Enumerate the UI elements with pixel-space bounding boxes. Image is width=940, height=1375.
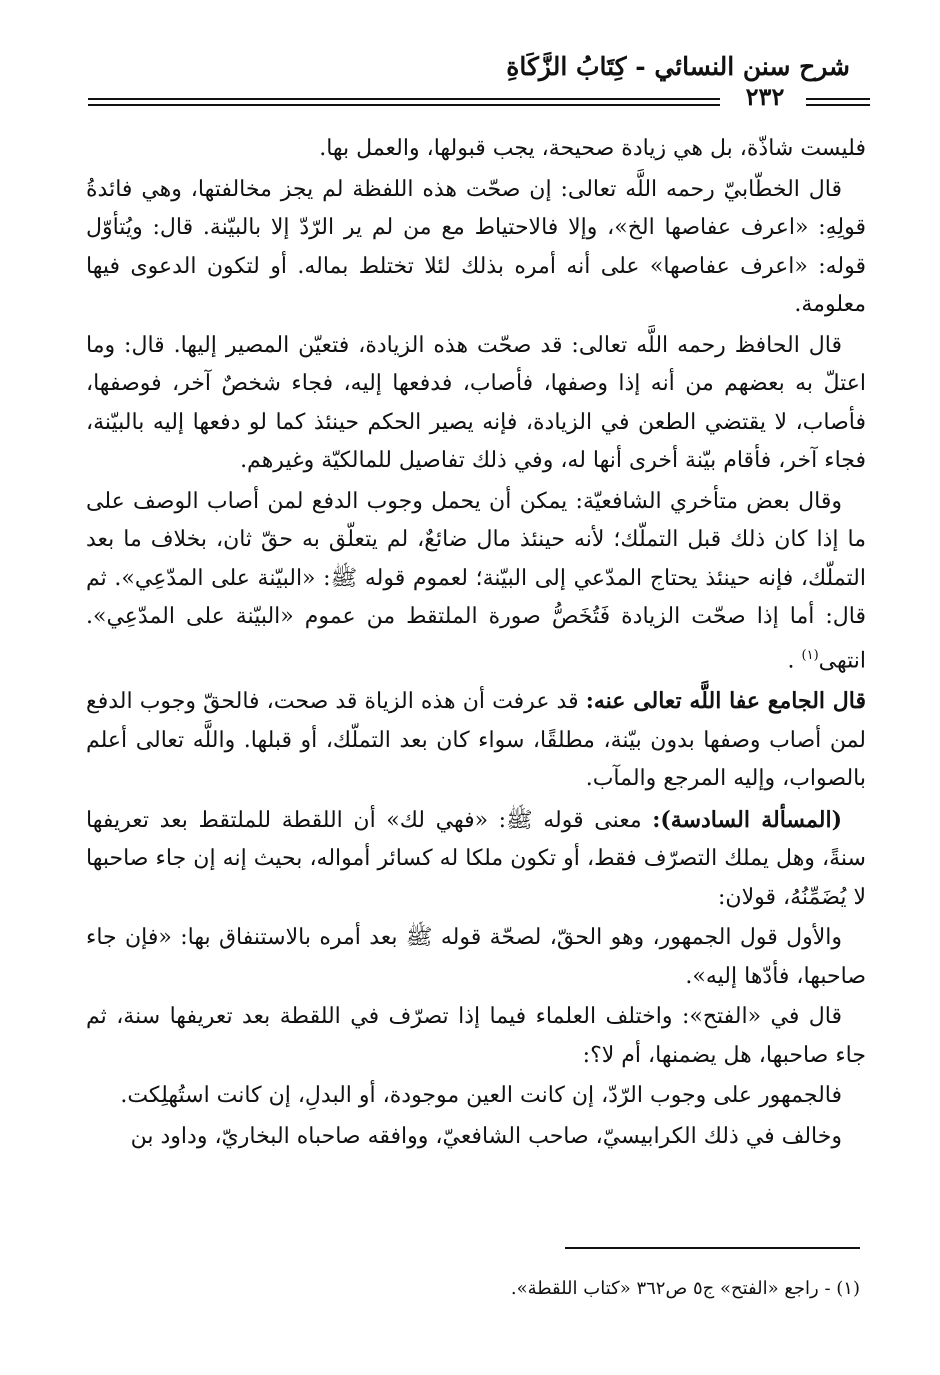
paragraph-6-text: معنى قوله ﷺ: «فهي لك» أن اللقطة للملتقط بعد تعريفها سنةً، وهل يملك التصرّف فقط، أو تكون ملكا له كسائر أمواله، بحيث إنه إن جاء صاحبها لا يُضَمِّنُهُ، قولان: xyxy=(86,807,866,910)
paragraph-4: وقال بعض متأخري الشافعيّة: يمكن أن يحمل وجوب الدفع لمن أصاب الوصف على ما إذا كان ذلك قبل التملّك؛ لأنه حينئذ مال ضائعٌ، لم يتعلّق به حقّ ثان، بخلاف ما بعد التملّك، فإنه حينئذ يحتاج المدّعي إلى البيّنة؛ لعموم قوله ﷺ: «البيّنة على المدّعِي». ثم قال: أما إذا صحّت الزيادة فَتُخَصُّ صورة الملتقط من عموم «البيّنة على المدّعِي». انتهى$^{(١)}$ . xyxy=(86,488,866,673)
body-text xyxy=(86,130,866,1158)
paragraph-5-text: قد عرفت أن هذه الزياة قد صحت، فالحقّ وجوب الدفع لمن أصاب وصفها بدون بيّنة، مطلقًا، سواء كان بعد التملّك، أو قبلها. واللَّه تعالى أعلم بالصواب، وإليه المرجع والمآب. xyxy=(86,689,866,792)
header-rule-right xyxy=(806,98,870,100)
paragraph-4-text: وقال بعض متأخري الشافعيّة: يمكن أن يحمل وجوب الدفع لمن أصاب الوصف على ما إذا كان ذلك قبل التملّك؛ لأنه حينئذ مال ضائعٌ، لم يتعلّق به حقّ ثان، بخلاف ما بعد التملّك، فإنه حينئذ يحتاج المدّعي إلى البيّنة؛ لعموم قوله ﷺ: «البيّنة على المدّعِي». ثم قال: أما إذا صحّت الزيادة فَتُخَصُّ صورة الملتقط من عموم «البيّنة على المدّعِي». انتهى xyxy=(86,488,866,673)
paragraph-5-lead: قال الجامع عفا اللَّه تعالى عنه: xyxy=(585,688,866,715)
paragraph-6 xyxy=(86,801,866,918)
header-rule-double xyxy=(88,104,720,106)
section-heading: (المسألة السادسة): xyxy=(652,806,842,833)
paragraph-1: فليست شاذّة، بل هي زيادة صحيحة، يجب قبولها، والعمل بها. xyxy=(319,136,866,161)
paragraph-5 xyxy=(86,682,866,799)
header-title: شرح سنن النسائي - كِتَابُ الزَّكَاةِ xyxy=(506,52,850,81)
header-rule-right-double xyxy=(806,104,870,106)
footnote: (١) - راجع «الفتح» ج٥ ص٣٦٢ «كتاب اللقطة». xyxy=(510,1278,860,1299)
paragraph-9: فالجمهور على وجوب الرّدّ، إن كانت العين موجودة، أو البدلِ، إن كانت استُهلِكت. xyxy=(120,1083,842,1109)
paragraph-2: قال الخطّابيّ رحمه اللَّه تعالى: إن صحّت هذه اللفظة لم يجز مخالفتها، وهي فائدةُ قولِهِ: «اعرف عفاصها الخ»، وإلا فالاحتياط مع من لم ير الرّدّ إلا بالبيّنة. قال: ويُتأوّل قوله: «اعرف عفاصها» على أنه أمره بذلك لئلا تختلط بماله. أو لتكون الدعوى فيها معلومة. xyxy=(86,176,866,317)
paragraph-10: وخالف في ذلك الكرابيسيّ، صاحب الشافعيّ، ووافقه صاحباه البخاريّ، وداود بن xyxy=(130,1123,842,1149)
paragraph-3: قال الحافظ رحمه اللَّه تعالى: قد صحّت هذه الزيادة، فتعيّن المصير إليها. قال: وما اعتلّ به بعضهم من أنه إذا وصفها، فأصاب، فدفعها إليه، فجاء شخصٌ آخر، فوصفها، فأصاب، لا يقتضي الطعن في الزيادة، فإنه يصير الحكم حينئذ كما لو دفعها إليه بالبيّنة، فجاء آخر، فأقام بيّنة أخرى أنها له، وفي ذلك تفاصيل للمالكيّة وغيرهم. xyxy=(86,332,866,473)
paragraph-7: والأول قول الجمهور، وهو الحقّ، لصحّة قوله ﷺ بعد أمره بالاستنفاق بها: «فإن جاء صاحبها، فأدّها إليه». xyxy=(86,925,866,989)
footnote-reference: (١) xyxy=(801,647,819,663)
paragraph-8: قال في «الفتح»: واختلف العلماء فيما إذا تصرّف في اللقطة بعد تعريفها سنة، ثم جاء صاحبها، هل يضمنها، أم لا؟: xyxy=(86,1004,866,1068)
header-rule xyxy=(88,98,720,100)
page-number: ٢٣٢ xyxy=(745,82,785,111)
footnote-separator xyxy=(565,1247,860,1249)
